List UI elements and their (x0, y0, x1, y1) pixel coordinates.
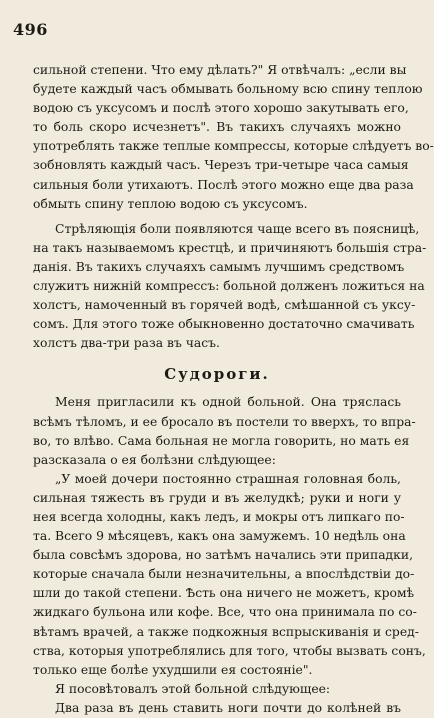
page-text (33, 61, 434, 718)
text-line: разсказала о ея болѣзни слѣдующее: (33, 452, 276, 467)
text-line: Меня пригласили къ одной больной. Она тряслась (55, 395, 401, 410)
text-line: употреблять также теплые компрессы, которые слѣдуетъ во- (33, 139, 434, 154)
text-line: во, то влѣво. Сама больная не могла говорить, но мать ея (33, 433, 410, 448)
text-line: холстъ два-три раза въ часъ. (33, 336, 220, 351)
page-number: 496 (13, 20, 48, 39)
text-line: вѣтамъ врачей, а также подкожныя вспрыскиванія и сред- (33, 624, 419, 639)
text-line: всѣмъ тѣломъ, и ее бросало въ постели то вверхъ, то впра- (33, 414, 416, 429)
text-line: которые сначала были незначительны, а впослѣдствіи до- (33, 567, 415, 582)
text-line: та. Всего 9 мѣсяцевъ, какъ она замужемъ. 10 недѣль она (33, 529, 406, 544)
text-line: нея всегда холодны, какъ ледъ, и мокры отъ липкаго по- (33, 509, 405, 524)
text-line: шли до такой степени. Ѣсть она ничего не можетъ, кромѣ (33, 586, 415, 601)
text-line: обмыть спину теплою водою съ уксусомъ. (33, 196, 308, 211)
paragraph-advice (33, 680, 401, 699)
text-line: сомъ. Для этого тоже обыкновенно достаточно смачивать (33, 317, 415, 332)
paragraph-mother-account (33, 470, 426, 680)
paragraph-feet (33, 699, 401, 718)
paragraph-back-pain-washing (33, 61, 434, 214)
text-line: служитъ нижній компрессъ: больной долженъ ложиться на (33, 279, 425, 294)
text-line: жидкаго бульона или кофе. Все, что она принимала по со- (33, 605, 417, 620)
text-line: сильныя боли утихаютъ. Послѣ этого можно еще два раза (33, 177, 414, 192)
text-line: Стрѣляющія боли появляются чаще всего въ поясницѣ, (55, 221, 420, 236)
text-line: на такъ называемомъ крестцѣ, и причиняютъ большія стра- (33, 240, 427, 255)
text-line: „У моей дочери постоянно страшная головная боль, (55, 471, 401, 486)
text-line: будете каждый часъ обмывать больному всю спину теплою (33, 82, 423, 97)
paragraph-shooting-pains (33, 220, 427, 354)
text-line: водою съ уксусомъ и послѣ этого хорошо закутывать его, (33, 101, 409, 116)
text-line: только еще болѣе ухудшили ея состояніе". (33, 662, 313, 677)
text-line: ства, которыя употреблялись для того, чтобы вызвать сонъ, (33, 643, 426, 658)
text-line: была совсѣмъ здорова, но затѣмъ начались эти припадки, (33, 548, 414, 563)
paragraph-invitation (33, 393, 416, 469)
text-line: сильной степени. Что ему дѣлать?" Я отвѣчалъ: „если вы (33, 63, 407, 77)
text-line: Два раза въ день ставить ноги почти до колѣней въ (55, 700, 401, 715)
text-line: данія. Въ такихъ случаяхъ самымъ лучшимъ средствомъ (33, 259, 405, 274)
text-line: Я посовѣтовалъ этой больной слѣдующее: (55, 681, 331, 696)
text-line: холстъ, намоченный въ горячей водѣ, смѣшанной съ уксу- (33, 298, 416, 313)
text-line: то боль скоро исчезнетъ". Въ такихъ случаяхъ можно (33, 120, 401, 135)
text-line: зобновлять каждый часъ. Черезъ три-четыре часа самыя (33, 158, 409, 173)
section-heading: Судороги. (164, 365, 270, 384)
text-line: сильная тяжесть въ груди и въ желудкѣ; руки и ноги у (33, 490, 401, 505)
